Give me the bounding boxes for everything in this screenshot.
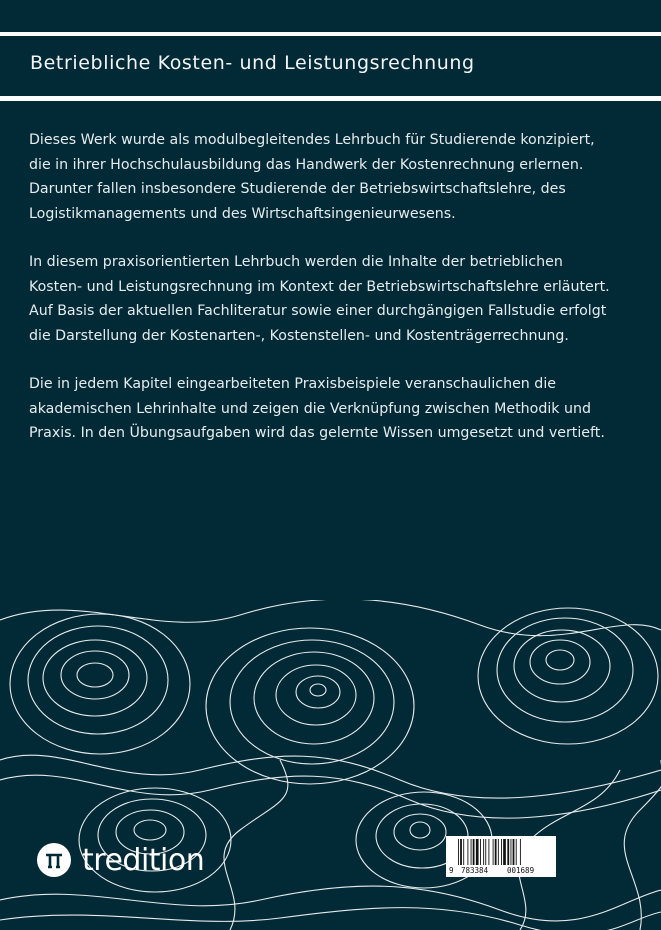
barcode-bar [476, 839, 479, 865]
barcode-bar [513, 839, 515, 865]
publisher-logo [36, 842, 204, 878]
barcode-right-digits: 001689 [507, 866, 535, 875]
barcode-bar [460, 839, 462, 865]
barcode-bar [480, 839, 481, 865]
blurb-text [29, 128, 619, 470]
barcode-left-digits: 783384 [461, 866, 489, 875]
barcode-bar [501, 839, 502, 865]
barcode-bar [467, 839, 468, 865]
blurb-paragraph-3: Die in jedem Kapitel eingearbeiteten Praxisbeispiele veranschaulichen die akademischen Lehrinhalte und zeigen die Verknüpfung zwischen Methodik und Praxis. In den Übungsaufgaben wird das gelernte Wissen umgesetzt und vertieft. [29, 376, 605, 441]
barcode-bar [495, 839, 497, 865]
barcode-bar [520, 839, 521, 865]
barcode-bar [483, 839, 484, 865]
barcode-bar [488, 839, 489, 865]
barcode-bar [516, 839, 517, 865]
barcode-bar [493, 839, 494, 865]
barcode-bar [498, 839, 499, 865]
blurb-paragraph-1: Dieses Werk wurde als modulbegleitendes Lehrbuch für Studierende konzipiert, die in ihrer Hochschulausbildung das Handwerk der Kostenrechnung erlernen. Darunter fallen insbesondere Studierende der Betriebswirtschaftslehre, des Logistikmanagements und des Wirtschaftsingenieurwesens. [29, 132, 595, 222]
tredition-logo-icon [36, 842, 72, 878]
isbn-barcode [446, 836, 556, 877]
barcode-bar [511, 839, 512, 865]
barcode-lead-digit: 9 [449, 866, 454, 875]
top-rule [0, 32, 661, 36]
barcode-bar [463, 839, 464, 865]
barcode-bar [471, 839, 472, 865]
barcode-bar [485, 839, 486, 865]
publisher-name: tredition [82, 842, 205, 878]
book-title: Betriebliche Kosten- und Leistungsrechnung [30, 52, 475, 74]
barcode-bar [507, 839, 509, 865]
barcode-bar [473, 839, 475, 865]
title-underline-rule [0, 96, 661, 101]
barcode-bar [458, 839, 459, 865]
blurb-paragraph-2: In diesem praxisorientierten Lehrbuch werden die Inhalte der betrieblichen Kosten- und Leistungsrechnung im Kontext der Betriebswirtschaftslehre erläutert. Auf Basis der aktuellen Fachliteratur sowie einer durchgängigen Fallstudie erfolgt die Darstellung der Kostenarten-, Kostenstellen- und Kostenträgerrechnung. [29, 254, 610, 344]
topographic-pattern [0, 600, 661, 930]
barcode-bar [503, 839, 506, 865]
